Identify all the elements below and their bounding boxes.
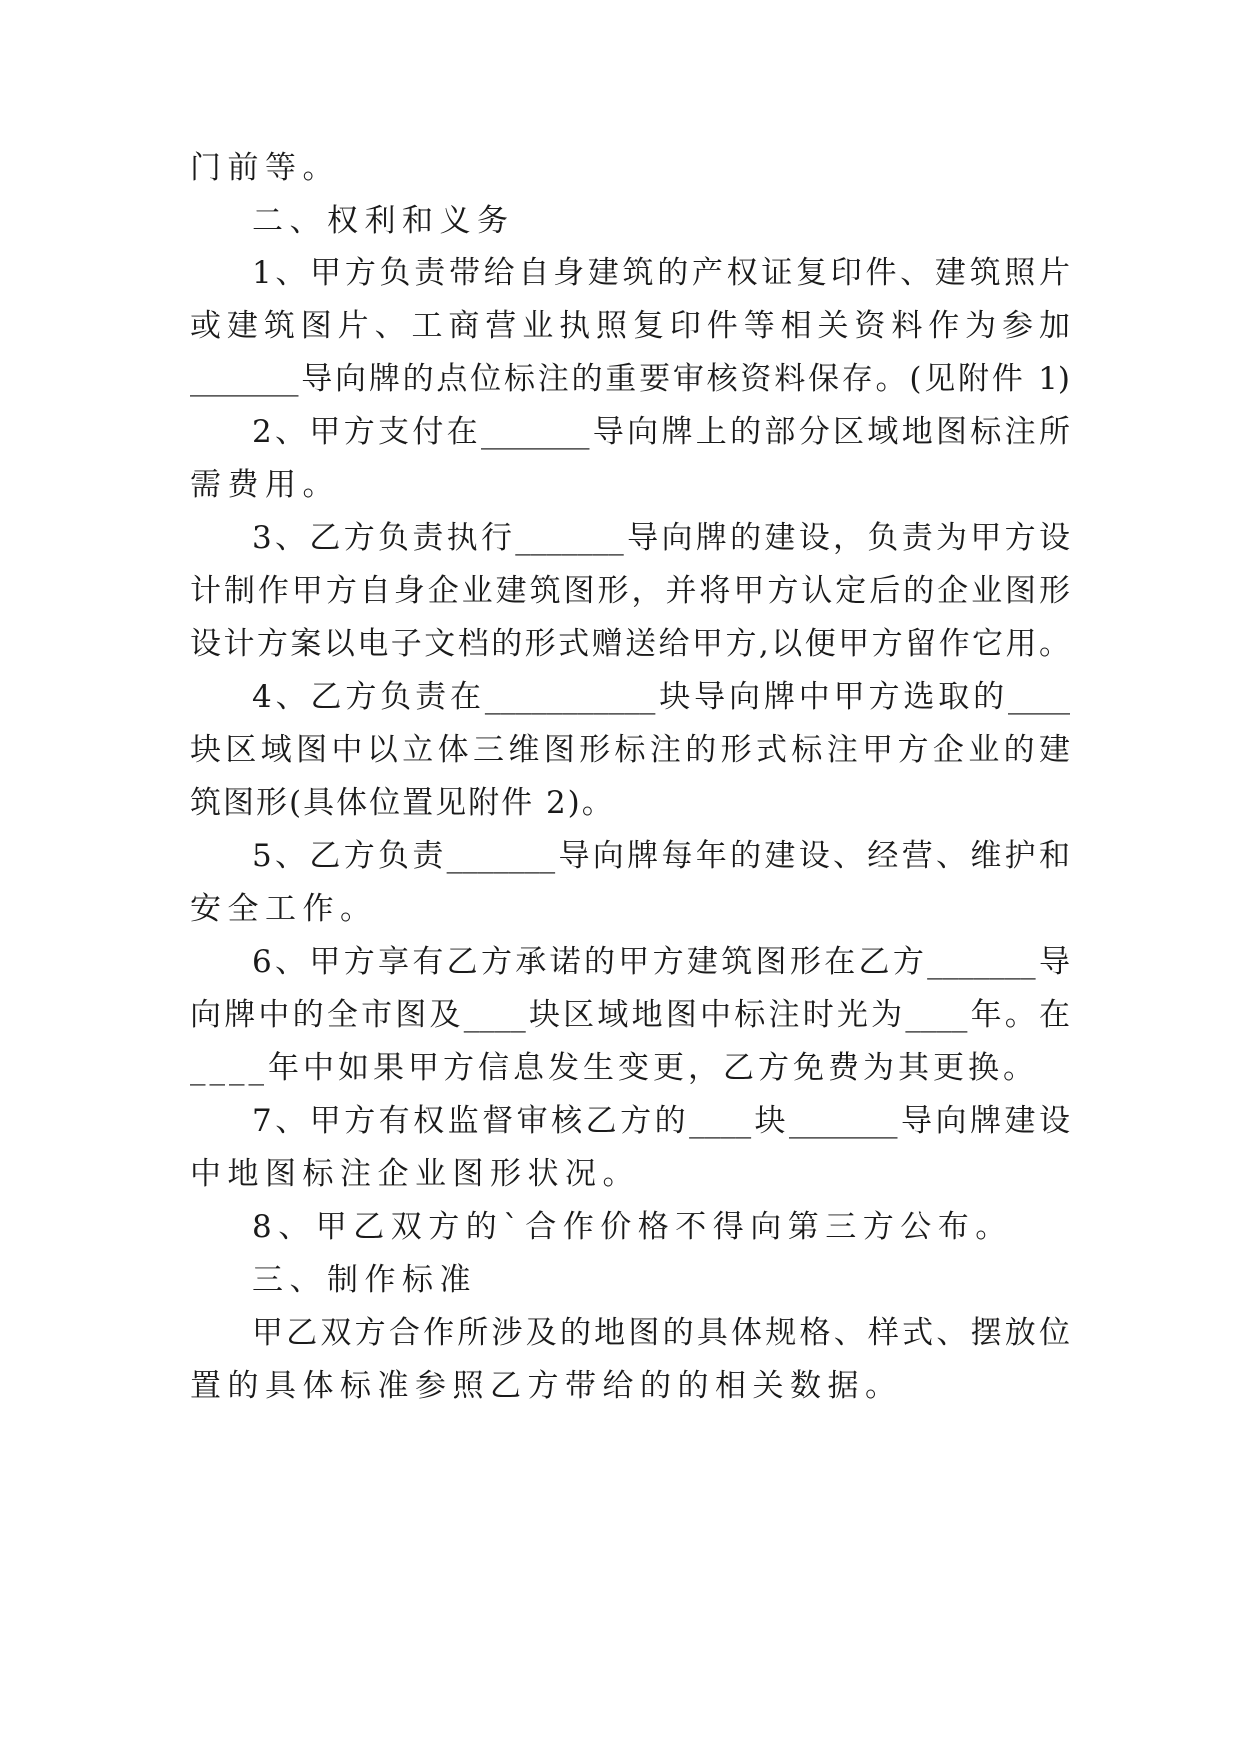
text-line: 3、乙方负责执行_______导向牌的建设，负责为甲方设	[252, 520, 1070, 556]
text-line: 筑图形(具体位置见附件 2)。	[190, 785, 615, 821]
text-line: 1、甲方负责带给自身建筑的产权证复印件、建筑照片	[252, 255, 1070, 291]
text-line: _______导向牌的点位标注的重要审核资料保存。(见附件 1)	[190, 361, 1070, 397]
text-line: 设计方案以电子文档的形式赠送给甲方,以便甲方留作它用。	[190, 626, 1070, 662]
text-line: 安全工作。	[190, 891, 378, 927]
text-line: 甲乙双方合作所涉及的地图的具体规格、样式、摆放位	[252, 1315, 1070, 1351]
text-line: 2、甲方支付在_______导向牌上的部分区域地图标注所	[252, 414, 1070, 450]
text-line: 7、甲方有权监督审核乙方的____块_______导向牌建设	[252, 1103, 1070, 1139]
text-line: 向牌中的全市图及____块区域地图中标注时光为____年。在	[190, 997, 1070, 1033]
section-heading: 二、权利和义务	[252, 203, 515, 239]
text-line: 8、甲乙双方的`合作价格不得向第三方公布。	[252, 1209, 1013, 1245]
text-line: 需费用。	[190, 467, 340, 503]
text-line: 块区域图中以立体三维图形标注的形式标注甲方企业的建	[190, 732, 1070, 768]
text-line: 门前等。	[190, 150, 340, 186]
text-line: 或建筑图片、工商营业执照复印件等相关资料作为参加	[190, 308, 1070, 344]
text-line: ____年中如果甲方信息发生变更，乙方免费为其更换。	[190, 1050, 1038, 1086]
text-line: 置的具体标准参照乙方带给的的相关数据。	[190, 1368, 903, 1404]
text-line: 4、乙方负责在___________块导向牌中甲方选取的____	[252, 679, 1070, 715]
text-line: 计制作甲方自身企业建筑图形，并将甲方认定后的企业图形	[190, 573, 1070, 609]
section-heading: 三、制作标准	[252, 1262, 477, 1298]
text-line: 6、甲方享有乙方承诺的甲方建筑图形在乙方_______导	[252, 944, 1070, 980]
text-line: 5、乙方负责_______导向牌每年的建设、经营、维护和	[252, 838, 1070, 874]
text-line: 中地图标注企业图形状况。	[190, 1156, 640, 1192]
